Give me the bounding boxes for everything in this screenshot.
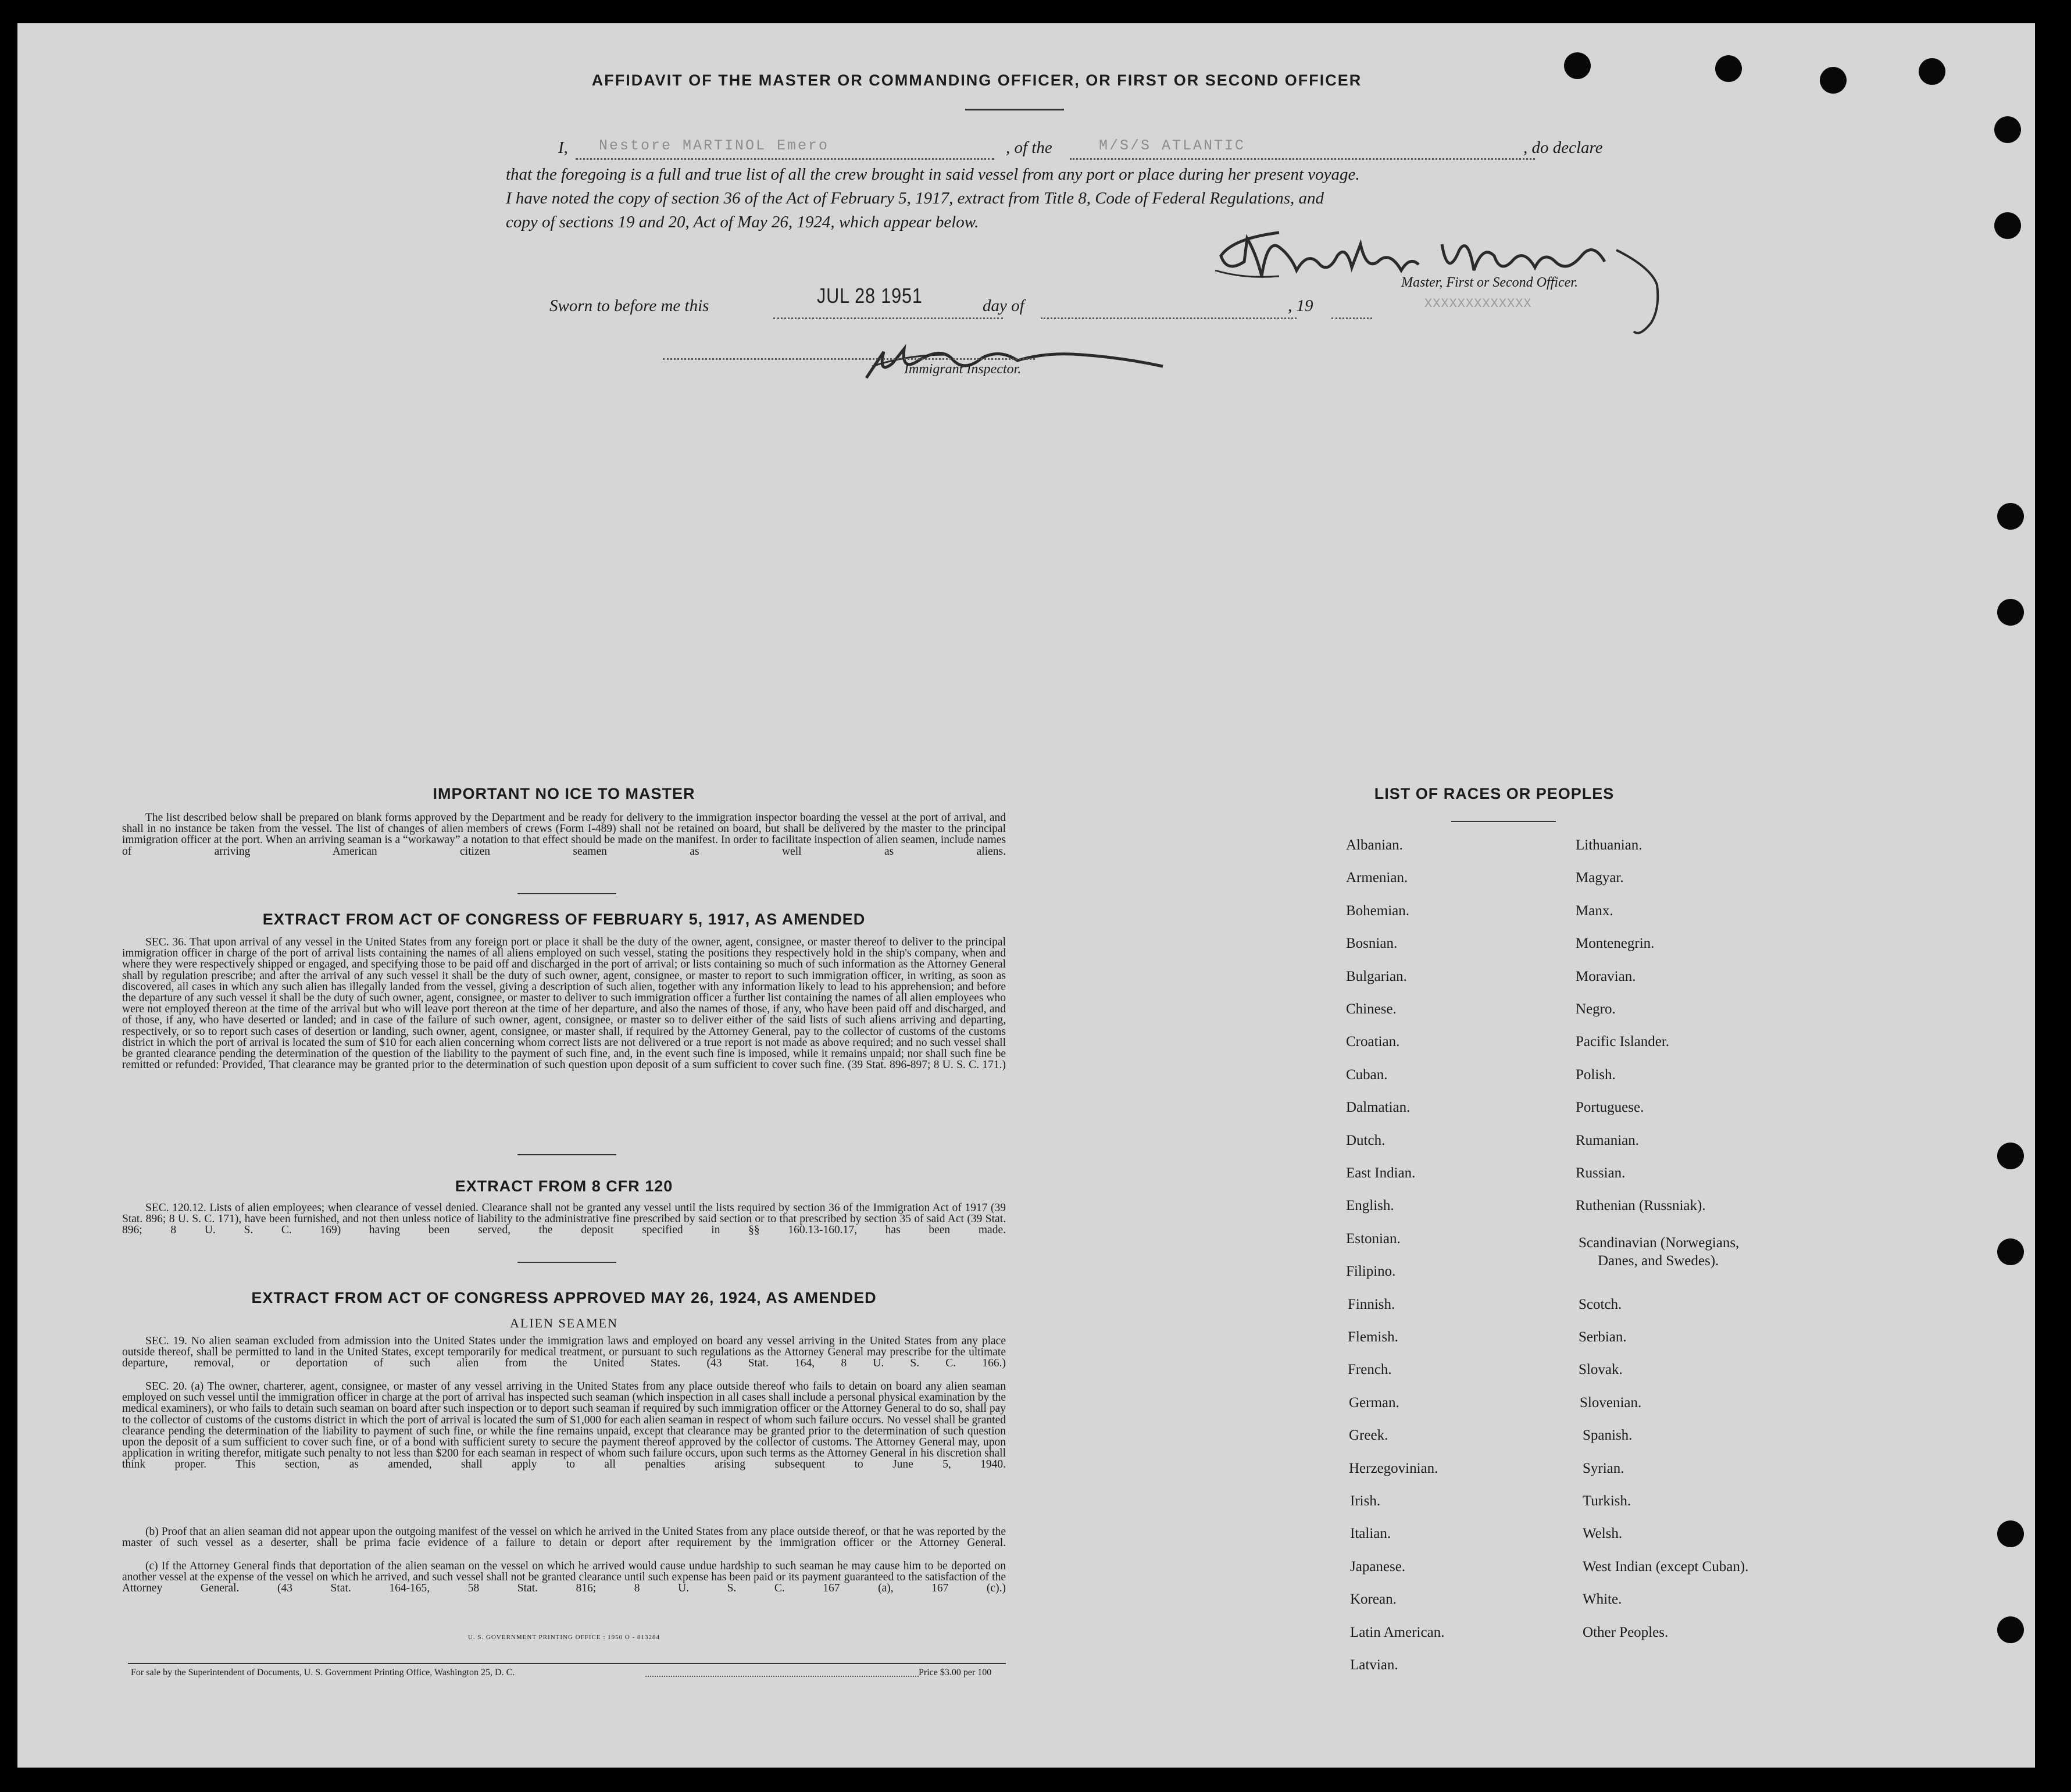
race-item: Italian. <box>1350 1526 1391 1541</box>
inspector-line <box>663 358 1035 360</box>
footer-leader <box>645 1676 919 1677</box>
race-item: Chinese. <box>1346 1001 1397 1017</box>
race-item: Ruthenian (Russniak). <box>1576 1198 1706 1213</box>
sworn-month-line <box>1041 317 1297 319</box>
race-item: Scandinavian (Norwegians, <box>1579 1235 1740 1251</box>
race-item: Polish. <box>1576 1067 1616 1083</box>
affidavit-i: I, <box>558 138 568 157</box>
race-item: Albanian. <box>1346 837 1403 853</box>
race-item: Latvian. <box>1350 1657 1398 1673</box>
sworn-year-prefix: , 19 <box>1288 297 1313 315</box>
punch-hole <box>1715 55 1742 82</box>
race-item: Turkish. <box>1583 1493 1631 1509</box>
extract-1924-sec20b <box>122 1526 1006 1548</box>
affidavit-title: AFFIDAVIT OF THE MASTER OR COMMANDING OFFICER, OR FIRST OR SECOND OFFICER <box>591 72 1362 89</box>
for-sale-note: For sale by the Superintendent of Documents, U. S. Government Printing Office, Washington 25, D. C. <box>131 1668 515 1677</box>
race-item: Montenegrin. <box>1576 936 1655 951</box>
punch-hole <box>1997 503 2024 530</box>
extract-1917-text <box>122 937 1006 1070</box>
notice-divider <box>517 893 616 894</box>
race-item: Dalmatian. <box>1346 1100 1411 1115</box>
race-item: Finnish. <box>1348 1297 1395 1312</box>
race-item: West Indian (except Cuban). <box>1583 1559 1749 1575</box>
extract-1924-sec19-paragraph: SEC. 19. No alien seaman excluded from admission into the United States under the immigration laws and employed on board any vessel arriving in the United States from any place outside thereof, shall be permitted to land in the United States, except temporarily for medical treatment, or pursuant to such regulations as the Attorney General may prescribe for the ultimate departure, removal, or deportation of such alien from the United States. (43 Stat. 164, 8 U. S. C. 166.) <box>122 1335 1006 1370</box>
race-item: Other Peoples. <box>1583 1625 1669 1640</box>
race-item: Japanese. <box>1350 1559 1406 1575</box>
vessel-line <box>1070 158 1535 160</box>
race-item: Manx. <box>1576 903 1613 919</box>
race-item: Danes, and Swedes). <box>1598 1253 1719 1269</box>
affidavit-line: that the foregoing is a full and true list of all the crew brought in said vessel from any port or place during her present voyage. <box>506 165 1360 184</box>
gpo-imprint: U. S. GOVERNMENT PRINTING OFFICE : 1950 O - 813284 <box>467 1634 660 1641</box>
race-item: Dutch. <box>1346 1133 1386 1148</box>
vessel-name-field: M/S/S ATLANTIC <box>1099 137 1246 154</box>
punch-hole <box>1820 67 1847 94</box>
extract-8cfr-divider <box>517 1262 616 1263</box>
affidavit-of-the: , of the <box>1006 138 1052 157</box>
punch-hole <box>1997 1143 2024 1169</box>
affidavit-line: I have noted the copy of section 36 of the Act of February 5, 1917, extract from Title 8, Code of Federal Regulations, and <box>506 189 1324 208</box>
punch-hole <box>1994 212 2021 239</box>
race-item: Irish. <box>1350 1493 1381 1509</box>
race-item: Croatian. <box>1346 1034 1400 1050</box>
punch-hole <box>1919 58 1945 85</box>
race-item: Flemish. <box>1348 1329 1398 1345</box>
race-item: Welsh. <box>1583 1526 1623 1541</box>
race-item: Filipino. <box>1346 1263 1396 1279</box>
race-item: English. <box>1346 1198 1394 1213</box>
race-item: French. <box>1348 1362 1392 1377</box>
race-item: Portuguese. <box>1576 1100 1644 1115</box>
races-title: LIST OF RACES OR PEOPLES <box>1374 785 1615 802</box>
race-item: Magyar. <box>1576 870 1624 886</box>
punch-hole <box>1997 1238 2024 1265</box>
race-item: Greek. <box>1349 1427 1388 1443</box>
race-item: Bohemian. <box>1346 903 1410 919</box>
race-item: Slovak. <box>1579 1362 1623 1377</box>
master-name-field: Nestore MARTINOL Emero <box>599 137 830 154</box>
extract-1924-sec20c-paragraph: (c) If the Attorney General finds that deportation of the alien seaman on the vessel on which he arrived would cause undue hardship to such seaman he may cause him to be deported on another vessel at the expense of the vessel on which he arrived, and such vessel shall not be granted clearance until such expense has been paid or its payment guaranteed to the satisfaction of the Attorney General. (43 Stat. 164-165, 58 Stat. 816; 8 U. S. C. 167 (a), 167 (c).) <box>122 1560 1006 1595</box>
form-page <box>17 23 2035 1768</box>
race-item: Estonian. <box>1346 1231 1401 1247</box>
race-item: Lithuanian. <box>1576 837 1642 853</box>
sworn-day-of: day of <box>983 297 1024 315</box>
notice-paragraph: The list described below shall be prepared on blank forms approved by the Department and be ready for delivery to the immigration inspector boarding the vessel at the port of arrival, and shall in no instance be taken from the vessel. The list of changes of alien members of crews (Form I-489) shall not be retained on board, but shall be delivered by the master to the principal immigration officer at the port. When an arriving seaman is a “workaway” a notation to that effect should be made on the manifest. In order to facilitate inspection of alien seamen, include names of arriving American citizen seamen as well as aliens. <box>122 812 1006 858</box>
extract-1924-subtitle: ALIEN SEAMEN <box>510 1316 618 1330</box>
race-item: Syrian. <box>1583 1461 1624 1476</box>
race-item: Pacific Islander. <box>1576 1034 1670 1050</box>
extract-1924-sec20a <box>122 1381 1006 1470</box>
notice-text <box>122 812 1006 857</box>
sworn-year-line <box>1331 317 1372 319</box>
race-item: Korean. <box>1350 1591 1397 1607</box>
extract-1924-sec20a-paragraph: SEC. 20. (a) The owner, charterer, agent, consignee, or master of any vessel arriving in the United States from any place outside thereof who fails to detain on board any alien seaman employed on such vessel until the immigration officer in charge at the port of arrival has inspected such seaman (which inspection in all cases shall include a personal physical examination by the medical examiners), or who fails to detain such seaman on board after such inspection or to deport such seaman if required by such immigration officer or the Attorney General to do so, shall pay to the collector of customs of the customs district in which the port of arrival is located the sum of $1,000 for each alien seaman in respect of whom such failure occurs. No vessel shall be granted clearance pending the determination of the liability to payment of such fine, or while the fine remains unpaid, except that clearance may be granted prior to the determination of such question upon the deposit of a sum sufficient to cover such fine, or of a bond with sufficient surety to secure the payment thereof approved by the collector of customs. The Attorney General may, upon application in writing therefor, mitigate such penalty to not less than $200 for each seaman in respect of whom such failure occurs, upon such terms as the Attorney General in his discretion shall think proper. This section, as amended, shall apply to all penalties arising subsequent to June 5, 1940. <box>122 1380 1006 1471</box>
race-item: Rumanian. <box>1576 1133 1640 1148</box>
affidavit-line: copy of sections 19 and 20, Act of May 26, 1924, which appear below. <box>506 213 979 231</box>
punch-hole <box>1564 52 1591 79</box>
notice-title: IMPORTANT NO ICE TO MASTER <box>433 785 695 802</box>
extract-8cfr-title: EXTRACT FROM 8 CFR 120 <box>455 1177 673 1195</box>
race-item: Moravian. <box>1576 969 1636 984</box>
race-item: White. <box>1583 1591 1622 1607</box>
extract-1917-divider <box>517 1154 616 1155</box>
master-typed-x: XXXXXXXXXXXXX <box>1424 297 1532 311</box>
price-note: Price $3.00 per 100 <box>919 1668 992 1677</box>
name-line <box>576 158 994 160</box>
punch-hole <box>1994 116 2021 143</box>
punch-hole <box>1997 1520 2024 1547</box>
extract-1917-paragraph: SEC. 36. That upon arrival of any vessel in the United States from any foreign port or place it shall be the duty of the owner, agent, consignee, or master thereof to deliver to the principal immigration officer in charge of the port of arrival lists containing the names of all aliens employed on such vessel, stating the positions they respectively hold in the ship's company, when and where they were respectively shipped or engaged, and specifying those to be paid off and discharged in the port of arrival; or lists containing so much of such information as the Attorney General shall by regulation prescribe; and after the arrival of any such vessel it shall be the duty of such owner, agent, consignee, or master to report to such immigration officer, in writing, as soon as discovered, all cases in which any such alien has illegally landed from the vessel, giving a description of such alien, together with any information likely to lead to his apprehension; and before the departure of any such vessel it shall be the duty of such owner, agent, consignee, or master to deliver to such immigration officer a further list containing the names of all alien employees who were not employed thereon at the time of the arrival but who will leave port thereon at the time of her departure, and also the names of those, if any, who have been paid off and discharged, and of those, if any, who have deserted or landed; and in case of the failure of such owner, agent, consignee, or master so to deliver either of the said lists of such aliens arriving and departing, respectively, or so to report such cases of desertion or landing, such owner, agent, consignee, or master shall, if required by the Attorney General, pay to the collector of customs of the customs district in which the port of arrival is located the sum of $10 for each alien concerning whom correct lists are not delivered or a true report is not made as above required; and no such vessel shall be granted clearance pending the determination of the question of the liability to the payment of such fine, and, in the event such fine is imposed, while it remains unpaid; nor shall such fine be remitted or refunded: Provided, That clearance may be granted prior to the determination of such question upon deposit of a sum sufficient to cover such fine. (39 Stat. 896-897; 8 U. S. C. 171.) <box>122 936 1006 1072</box>
extract-8cfr-paragraph: SEC. 120.12. Lists of alien employees; when clearance of vessel denied. Clearance shall not be granted any vessel until the lists required by section 36 of the Immigration Act of 1917 (39 Stat. 896; 8 U. S. C. 171), have been furnished, and not then unless notice of liability to the administrative fine prescribed by said section or to that prescribed by section 35 of said Act (39 Stat. 896; 8 U. S. C. 169) having been served, the deposit specified in §§ 160.13-160.17, has been made. <box>122 1202 1006 1237</box>
extract-8cfr-text <box>122 1202 1006 1236</box>
race-item: Spanish. <box>1583 1427 1633 1443</box>
extract-1924-title: EXTRACT FROM ACT OF CONGRESS APPROVED MAY 26, 1924, AS AMENDED <box>251 1289 877 1306</box>
race-item: German. <box>1349 1395 1399 1411</box>
extract-1917-title: EXTRACT FROM ACT OF CONGRESS OF FEBRUARY 5, 1917, AS AMENDED <box>262 911 866 928</box>
master-caption: Master, First or Second Officer. <box>1401 275 1578 290</box>
race-item: Bosnian. <box>1346 936 1398 951</box>
races-divider <box>1451 821 1556 822</box>
race-item: Serbian. <box>1579 1329 1627 1345</box>
affidavit-declare: , do declare <box>1523 138 1603 157</box>
punch-hole <box>1997 599 2024 626</box>
race-item: Bulgarian. <box>1346 969 1407 984</box>
title-divider <box>965 109 1064 110</box>
sworn-date-line <box>773 317 1003 319</box>
race-item: Latin American. <box>1350 1625 1445 1640</box>
extract-1924-sec19 <box>122 1336 1006 1369</box>
punch-hole <box>1997 1616 2024 1643</box>
race-item: Slovenian. <box>1580 1395 1642 1411</box>
footer-rule <box>128 1663 1006 1664</box>
race-item: Herzegovinian. <box>1349 1461 1438 1476</box>
race-item: Russian. <box>1576 1165 1626 1181</box>
extract-1924-sec20c <box>122 1561 1006 1594</box>
race-item: Scotch. <box>1579 1297 1622 1312</box>
extract-1924-sec20b-paragraph: (b) Proof that an alien seaman did not appear upon the outgoing manifest of the vessel on which he arrived in the United States from any place outside thereof, or that he was reported by the master of such vessel as a deserter, shall be prima facie evidence of a failure to detain or deport after requirement by the immigration officer or the Attorney General. <box>122 1526 1006 1550</box>
sworn-date-stamp: JUL 28 1951 <box>817 284 923 308</box>
inspector-caption: Immigrant Inspector. <box>904 362 1022 377</box>
sworn-prefix: Sworn to before me this <box>549 297 709 315</box>
race-item: East Indian. <box>1346 1165 1416 1181</box>
race-item: Armenian. <box>1346 870 1408 886</box>
race-item: Cuban. <box>1346 1067 1388 1083</box>
race-item: Negro. <box>1576 1001 1616 1017</box>
